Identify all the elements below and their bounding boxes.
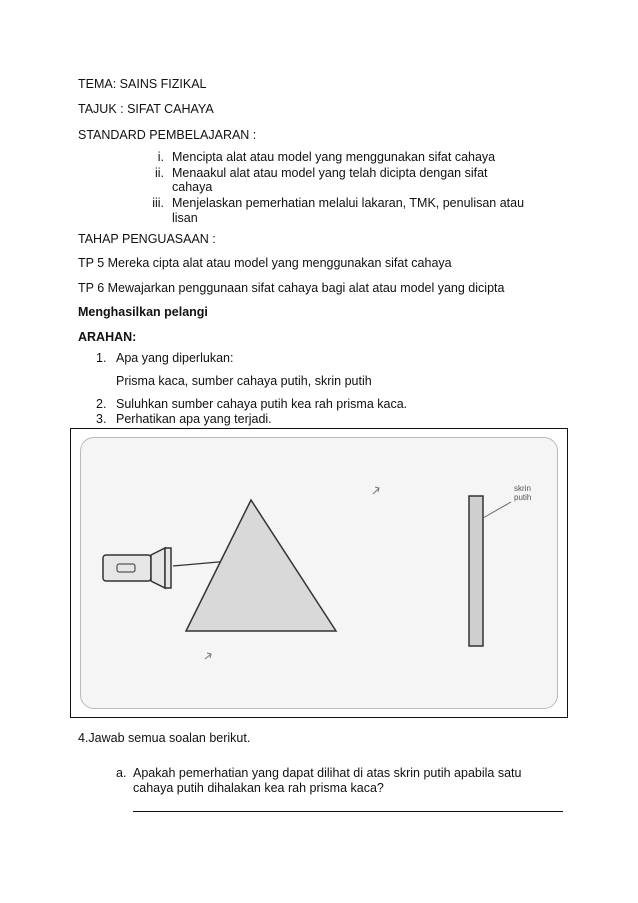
arahan-heading: ARAHAN: — [78, 330, 137, 344]
tp6-text: TP 6 Mewajarkan penggunaan sifat cahaya bagi alat atau model yang dicipta — [78, 281, 505, 295]
standard-item-number: iii. — [152, 196, 164, 210]
standard-item-text-continued: cahaya — [172, 180, 213, 194]
question-text: Apakah pemerhatian yang dapat dilihat di atas skrin putih apabila satu — [133, 766, 522, 780]
screen-label-line1: skrin — [514, 484, 531, 493]
flashlight-icon — [103, 548, 171, 588]
prism-diagram — [81, 438, 559, 710]
answer-line[interactable] — [133, 811, 563, 812]
screen-label-line2: putih — [514, 493, 532, 502]
question-number: a. — [116, 766, 127, 780]
step-number: 1. — [96, 351, 107, 365]
figure-frame — [70, 428, 568, 718]
step-text: Prisma kaca, sumber cahaya putih, skrin putih — [116, 374, 372, 388]
stray-mark-icon — [373, 487, 379, 494]
standard-item-text-continued: lisan — [172, 211, 198, 225]
tahap-heading: TAHAP PENGUASAAN : — [78, 232, 216, 246]
standard-item-number: ii. — [154, 166, 164, 180]
screen-leader-line — [483, 502, 511, 518]
white-screen-icon — [469, 496, 483, 646]
activity-title: Menghasilkan pelangi — [78, 305, 208, 319]
question-text-continued: cahaya putih dihalakan kea rah prisma kaca? — [133, 781, 384, 795]
figure-illustration — [80, 437, 558, 709]
step-text: Perhatikan apa yang terjadi. — [116, 412, 272, 426]
step-number: 2. — [96, 397, 107, 411]
question-intro: 4.Jawab semua soalan berikut. — [78, 731, 251, 745]
standard-item-text: Menaakul alat atau model yang telah dicipta dengan sifat — [172, 166, 488, 180]
prism-icon — [186, 500, 336, 631]
step-text: Apa yang diperlukan: — [116, 351, 234, 365]
step-text: Suluhkan sumber cahaya putih kea rah prisma kaca. — [116, 397, 408, 411]
standard-item-number: i. — [157, 150, 164, 164]
standard-item-text: Mencipta alat atau model yang menggunakan sifat cahaya — [172, 150, 496, 164]
stray-mark-icon — [205, 653, 211, 659]
tema-heading: TEMA: SAINS FIZIKAL — [78, 77, 207, 91]
standard-heading: STANDARD PEMBELAJARAN : — [78, 128, 257, 142]
standard-item-text: Menjelaskan pemerhatian melalui lakaran, TMK, penulisan atau — [172, 196, 525, 210]
tajuk-heading: TAJUK : SIFAT CAHAYA — [78, 102, 214, 116]
step-number: 3. — [96, 412, 107, 426]
tp5-text: TP 5 Mereka cipta alat atau model yang menggunakan sifat cahaya — [78, 256, 452, 270]
